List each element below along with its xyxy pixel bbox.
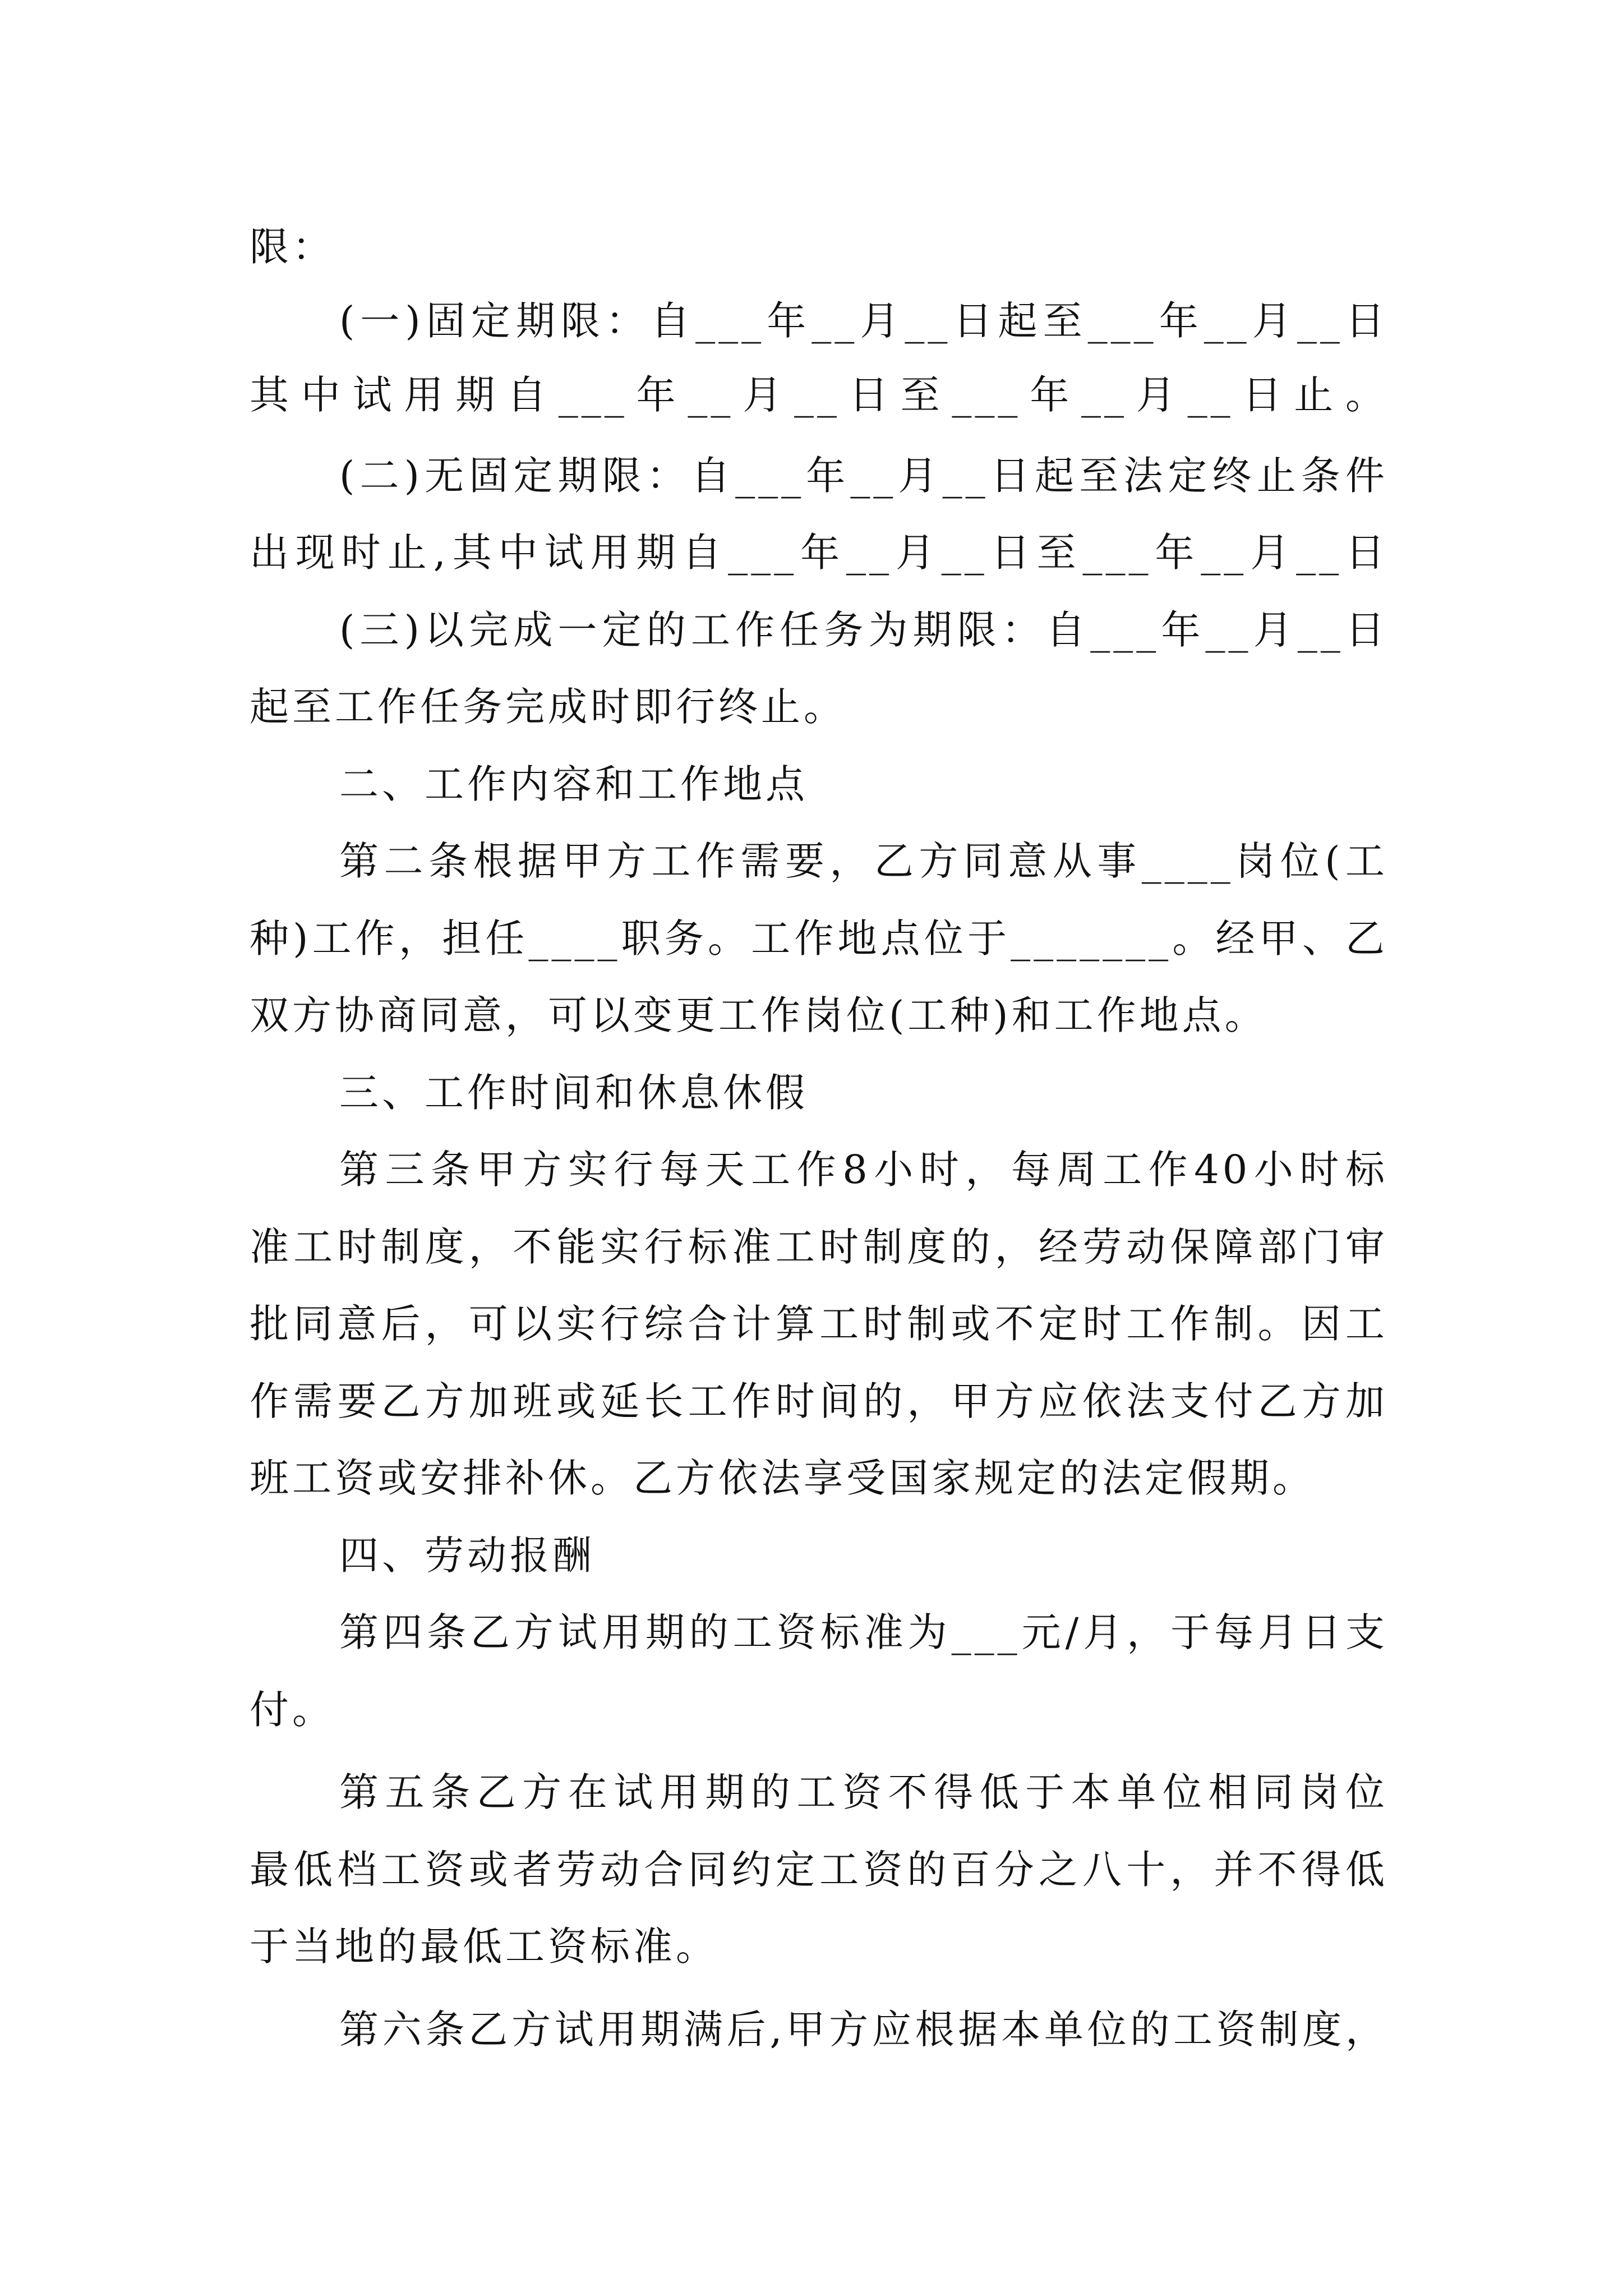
- text-line: 第六条乙方试用期满后,甲方应根据本单位的工资制度，: [339, 2007, 1388, 2053]
- text-line: 起至工作任务完成时即行终止。: [250, 684, 846, 730]
- text-line: 作需要乙方加班或延长工作时间的，甲方应依法支付乙方加: [250, 1378, 1388, 1424]
- section-heading: 四、劳动报酬: [339, 1533, 595, 1579]
- text-line: (二)无固定期限：自___年__月__日起至法定终止条件: [339, 453, 1388, 499]
- text-line: 第五条乙方在试用期的工资不得低于本单位相同岗位: [339, 1769, 1388, 1815]
- text-line: (一)固定期限：自___年__月__日起至___年__月__日: [339, 298, 1388, 344]
- text-line: 准工时制度，不能实行标准工时制度的，经劳动保障部门审: [250, 1224, 1388, 1270]
- text-line: 出现时止,其中试用期自___年__月__日至___年__月__日: [250, 530, 1388, 576]
- text-line: (三)以完成一定的工作任务为期限：自___年__月__日: [339, 607, 1388, 653]
- section-heading: 三、工作时间和休息休假: [339, 1070, 808, 1116]
- section-heading: 二、工作内容和工作地点: [339, 761, 808, 807]
- text-line: 种)工作，担任____职务。工作地点位于_______。经甲、乙: [250, 915, 1388, 961]
- text-line: 双方协商同意，可以变更工作岗位(工种)和工作地点。: [250, 992, 1267, 1038]
- text-line: 批同意后，可以实行综合计算工时制或不定时工作制。因工: [250, 1301, 1388, 1347]
- text-line: 第二条根据甲方工作需要，乙方同意从事____岗位(工: [339, 838, 1388, 884]
- text-line: 于当地的最低工资标准。: [250, 1924, 718, 1970]
- text-line: 第三条甲方实行每天工作8小时，每周工作40小时标: [339, 1147, 1388, 1193]
- text-line: 付。: [250, 1687, 335, 1733]
- text-line: 班工资或安排补休。乙方依法享受国家规定的法定假期。: [250, 1455, 1315, 1501]
- text-line: 第四条乙方试用期的工资标准为___元/月，于每月日支: [339, 1609, 1388, 1655]
- text-line: 限：: [250, 224, 335, 270]
- text-line: 其中试用期自___年__月__日至___年__月__日止。: [250, 372, 1388, 418]
- text-line: 最低档工资或者劳动合同约定工资的百分之八十，并不得低: [250, 1847, 1388, 1893]
